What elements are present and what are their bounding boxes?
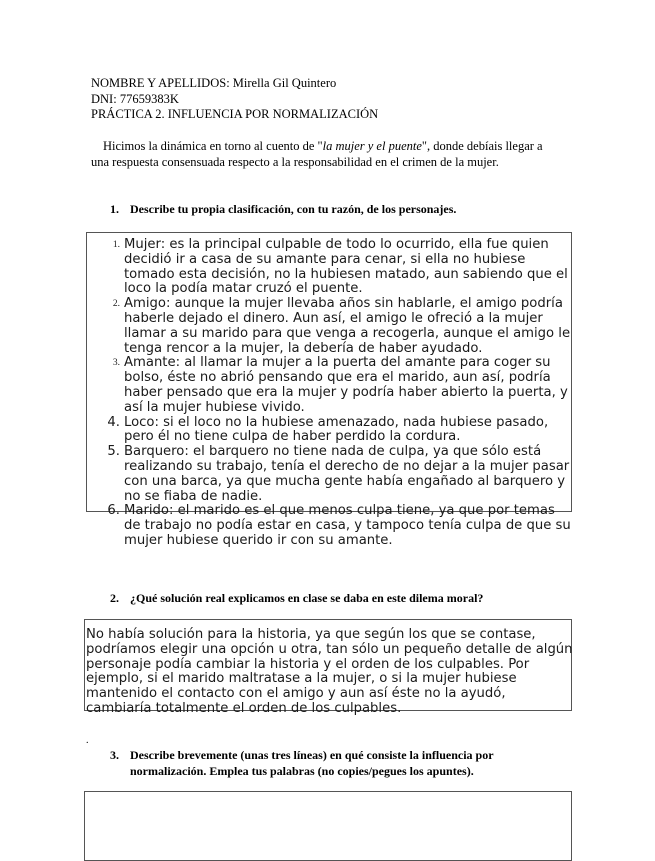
question-3-text: Describe brevemente (unas tres líneas) en qué consiste la influencia por normalización. Emplea tus palabras (no copies/pegues los apuntes). (130, 748, 494, 778)
list-item (103, 297, 571, 356)
stray-mark: . (86, 735, 89, 746)
question-2 (110, 590, 483, 606)
question-1-number: 1. (110, 202, 119, 216)
dni-line: DNI: 77659383K (91, 92, 179, 106)
list-item (103, 356, 571, 415)
list-item-text: Barquero: el barquero no tiene nada de culpa, ya que sólo está realizando su trabajo, tenía el derecho de no dejar a la mujer pasar con una barca, ya que mucha gente había engañado al barquero y no se fiaba de nadie. (124, 444, 570, 504)
answer-3-box[interactable] (84, 791, 572, 861)
list-item-number: 4. (107, 414, 120, 430)
list-item (103, 238, 571, 297)
intro-text-before: Hicimos la dinámica en torno al cuento de " (103, 139, 323, 153)
list-item (103, 445, 571, 504)
question-1-text: Describe tu propia clasificación, con tu razón, de los personajes. (130, 202, 457, 216)
list-item-text: Amigo: aunque la mujer llevaba años sin hablarle, el amigo podría haberle dejado el dinero. Aun así, el amigo le ofreció a la mujer llamar a su marido para que venga a recogerla, aunque el amigo le tenga rencor a la mujer, la debería de haber ayudado. (124, 296, 571, 356)
question-2-text: ¿Qué solución real explicamos en clase se daba en este dilema moral? (130, 591, 484, 605)
list-item-number: 3. (112, 358, 120, 369)
list-item-number: 6. (107, 503, 120, 519)
question-3 (110, 747, 550, 779)
question-2-number: 2. (110, 591, 119, 605)
practice-title: PRÁCTICA 2. INFLUENCIA POR NORMALIZACIÓN (91, 107, 379, 121)
list-item-text: Loco: si el loco no la hubiese amenazado, nada hubiese pasado, pero él no tiene culpa de haber perdido la cordura. (124, 414, 549, 445)
list-item (103, 416, 571, 446)
story-title: la mujer y el puente (322, 139, 422, 153)
intro-text-after: ", donde debíais llegar a una respuesta consensuada respecto a la responsabilidad en el crimen de la mujer. (91, 139, 543, 169)
list-item-number: 2. (112, 299, 120, 310)
list-item-text: Amante: al llamar la mujer a la puerta del amante para coger su bolso, éste no abrió pensando que era el marido, aun así, podría haber pensado que era la mujer y podría haber abierto la puerta, y así la mujer hubiese vivido. (124, 355, 568, 415)
intro-paragraph (91, 138, 561, 170)
list-item-number: 1. (112, 240, 120, 250)
list-item-text: Mujer: es la principal culpable de todo lo ocurrido, ella fue quien decidió ir a casa de su amante para cenar, si ella no hubiese tomado esta decisión, no la hubiesen matado, aun sabiendo que el loco la podía matar cruzó el puente. (124, 237, 568, 297)
answer-1-list (103, 238, 571, 549)
answer-2-text: No había solución para la historia, ya que según los que se contase, podríamos elegir una opción u otra, tan sólo un pequeño detalle de algún personaje podía cambiar la historia y el orden de los culpables. Por ejemplo, si el marido maltratase a la mujer, o si la mujer hubiese mantenido el contacto con el amigo y aun así éste no la ayudó, cambiaría totalmente el orden de los culpables. (86, 627, 573, 716)
question-3-number: 3. (110, 748, 119, 762)
student-name-line: NOMBRE Y APELLIDOS: Mirella Gil Quintero (91, 76, 337, 90)
list-item-number: 5. (107, 444, 120, 460)
list-item-text: Marido: el marido es el que menos culpa tiene, ya que por temas de trabajo no podía estar en casa, y tampoco tenía culpa de que su mujer hubiese querido ir con su amante. (124, 503, 571, 548)
question-1 (110, 201, 456, 217)
list-item (103, 504, 571, 548)
